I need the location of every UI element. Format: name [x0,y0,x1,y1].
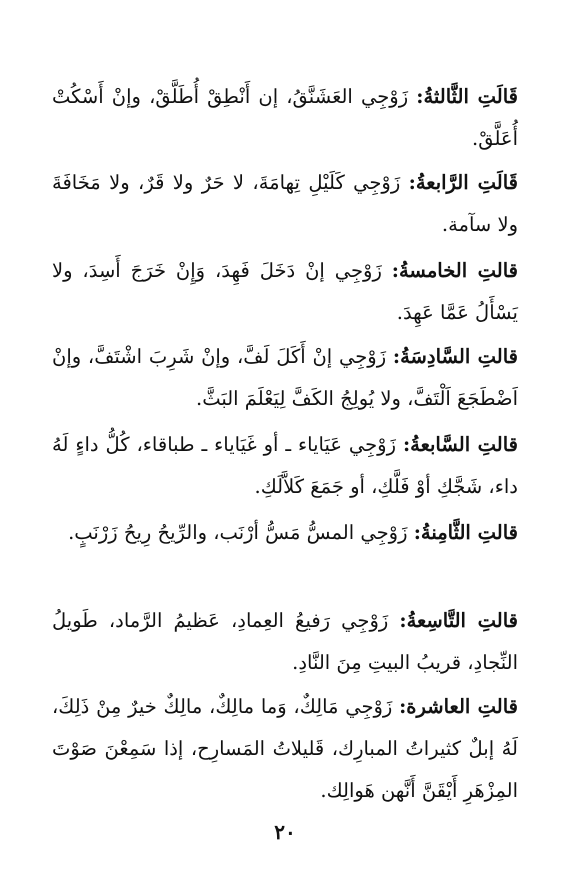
paragraph-third [52,76,518,160]
paragraph-text: زَوْجِي كَلَيْلِ تِهامَةَ، لا حَرٌ ولا قَرٌ، ولا مَخَافَةَ ولا سآمة. [52,171,518,236]
speaker-label: قالتِ الثَّامِنةُ: [413,521,518,544]
paragraph-text: زَوْجِي العَشَنَّقُ، إن أَنْطِقْ أُطَلَّقْ، وإنْ أَسْكُتْ أُعَلَّقْ. [52,85,518,150]
paragraph-ninth [52,600,518,684]
speaker-label: قَالَتِ الثَّالثةُ: [416,85,518,108]
speaker-label: قالتِ العاشرة: [399,695,518,718]
paragraph-fifth [52,250,518,334]
paragraph-tenth [52,686,518,812]
paragraph-fourth [52,162,518,246]
speaker-label: قَالَتِ الرَّابعةُ: [408,171,518,194]
paragraph-eighth [52,512,518,554]
speaker-label: قالتِ الخامسةُ: [391,259,518,282]
paragraph-seventh [52,424,518,508]
speaker-label: قالتِ التَّاسِعةُ: [399,609,518,632]
paragraph-text: زَوْجِي إنْ أَكَلَ لَفَّ، وإنْ شَرِبَ اشْتَفَّ، وإنْ اَضْطَجَعَ اَلْتَفَّ، ولا يُولِجُ الكَفَّ لِيَعْلَمَ البَثَّ. [52,345,518,410]
paragraph-text: زَوْجِي مَالِكٌ، وَما مالِكٌ، مالِكٌ خيرٌ مِنْ ذَلِكَ، لَهُ إبلٌ كثيراتُ المبارِك، قَليلاتُ المَسارِح، إذا سَمِعْنَ صَوْتَ المِزْهَرِ أَيْقَنَّ أَنَّهن هَوالِك. [52,695,518,802]
paragraph-text: زَوْجِي المسُّ مَسُّ أرْنَب، والرِّيحُ رِيحُ زَرْنَبٍ. [68,521,414,544]
speaker-label: قالتِ السَّادِسَةُ: [392,345,519,368]
paragraph-text: زَوْجِي إنْ دَخَلَ فَهِدَ، وَإِنْ خَرَجَ أَسِدَ، ولا يَسْأَلُ عَمَّا عَهِدَ. [52,259,518,324]
speaker-label: قالتِ السَّابعةُ: [402,433,518,456]
page-number: ٢٠ [274,820,296,844]
paragraph-text: زَوْجِي رَفيعُ العِمادِ، عَظيمُ الرَّماد، طَويلُ النِّجادِ، قريبُ البيتِ مِنَ النَّادِ. [52,609,518,674]
paragraph-sixth [52,336,518,420]
paragraph-text: زَوْجِي عَيَاياء ـ أو غَيَاياء ـ طباقاء، كُلُّ داءٍ لَهُ داء، شَجَّكِ أوْ فَلَّكِ، أو جَمَعَ كَلاَّلَكِ. [52,433,518,498]
